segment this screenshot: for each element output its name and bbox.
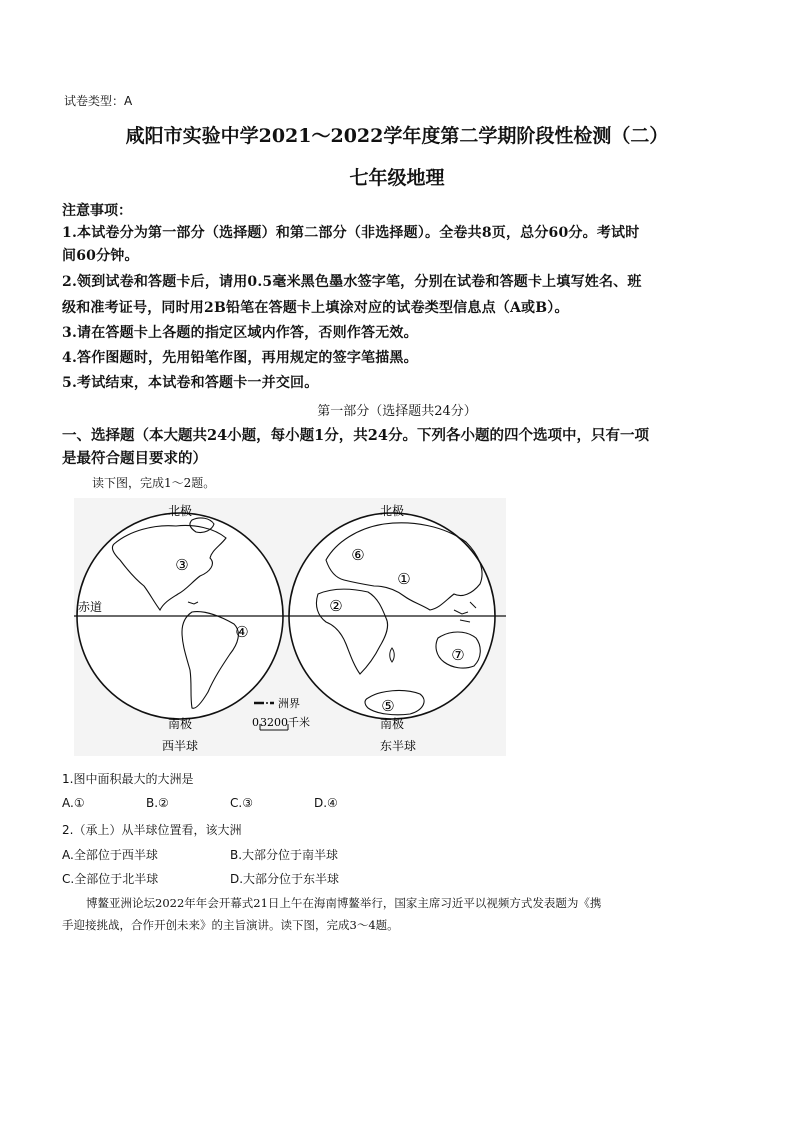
marker-5: ⑤ xyxy=(381,697,395,715)
note-line: 1.本试卷分为第一部分（选择题）和第二部分（非选择题）。全卷共8页，总分60分。考试时 xyxy=(62,225,640,241)
exam-title: 咸阳市实验中学2021～2022学年度第二学期阶段性检测（二） xyxy=(125,125,669,147)
legend-boundary-label: 洲界 xyxy=(278,697,300,710)
passage xyxy=(62,892,728,936)
question-2-stem: 2.（承上）从半球位置看，该大洲 xyxy=(62,823,242,837)
marker-4: ④ xyxy=(235,623,249,641)
marker-7: ⑦ xyxy=(451,646,465,664)
paper-type: 试卷类型：A xyxy=(64,94,133,108)
question-1-stem: 1.图中面积最大的大洲是 xyxy=(62,772,194,786)
read-instruction: 读下图，完成1～2题。 xyxy=(92,476,216,490)
notes-heading: 注意事项： xyxy=(62,203,132,219)
marker-3: ③ xyxy=(175,556,189,574)
marker-1: ① xyxy=(397,570,411,588)
note-line: 间60分钟。 xyxy=(62,248,139,264)
hemisphere-map xyxy=(74,498,506,756)
note-line: 4.答作图题时，先用铅笔作图，再用规定的签字笔描黑。 xyxy=(62,350,418,366)
q2-option-d[interactable]: D.大部分位于东半球 xyxy=(230,872,340,886)
q1-option-c[interactable]: C.③ xyxy=(230,796,253,810)
part-title: 第一部分（选择题共24分） xyxy=(317,404,477,419)
section-heading: 是最符合题目要求的） xyxy=(62,450,207,467)
west-hemisphere-label: 西半球 xyxy=(161,739,199,753)
q1-option-b[interactable]: B.② xyxy=(146,796,169,810)
scale-value: 3200千米 xyxy=(260,716,310,729)
q1-option-a[interactable]: A.① xyxy=(62,796,85,810)
equator-label: 赤道 xyxy=(78,600,103,614)
scale-zero: 0 xyxy=(252,716,259,729)
q2-option-b[interactable]: B.大部分位于南半球 xyxy=(230,848,339,862)
note-line: 2.领到试卷和答题卡后，请用0.5毫米黑色墨水签字笔，分别在试卷和答题卡上填写姓名、班 xyxy=(62,274,642,290)
q2-option-c[interactable]: C.全部位于北半球 xyxy=(62,872,159,886)
section-heading: 一、选择题（本大题共24小题，每小题1分，共24分。下列各小题的四个选项中，只有一项 xyxy=(62,427,649,444)
west-south-pole-label: 南极 xyxy=(167,717,193,731)
west-north-pole-label: 北极 xyxy=(167,504,193,518)
note-line: 3.请在答题卡上各题的指定区域内作答，否则作答无效。 xyxy=(62,325,418,341)
east-south-pole-label: 南极 xyxy=(379,717,405,731)
q2-option-a[interactable]: A.全部位于西半球 xyxy=(62,848,158,862)
east-north-pole-label: 北极 xyxy=(379,504,405,518)
note-line: 5.考试结束，本试卷和答题卡一并交回。 xyxy=(62,375,319,391)
marker-6: ⑥ xyxy=(351,546,365,564)
marker-2: ② xyxy=(329,597,343,615)
east-hemisphere-label: 东半球 xyxy=(379,739,417,753)
exam-subtitle: 七年级地理 xyxy=(349,167,445,189)
passage-line-2: 手迎接挑战，合作开创未来》的主旨演讲。读下图，完成3～4题。 xyxy=(62,918,399,932)
note-line: 级和准考证号，同时用2B铅笔在答题卡上填涂对应的试卷类型信息点（A或B）。 xyxy=(62,300,569,316)
passage-line-1: 博鳌亚洲论坛2022年年会开幕式21日上午在海南博鳌举行，国家主席习近平以视频方式发表题为《携 xyxy=(86,896,602,910)
q1-option-d[interactable]: D.④ xyxy=(314,796,338,810)
